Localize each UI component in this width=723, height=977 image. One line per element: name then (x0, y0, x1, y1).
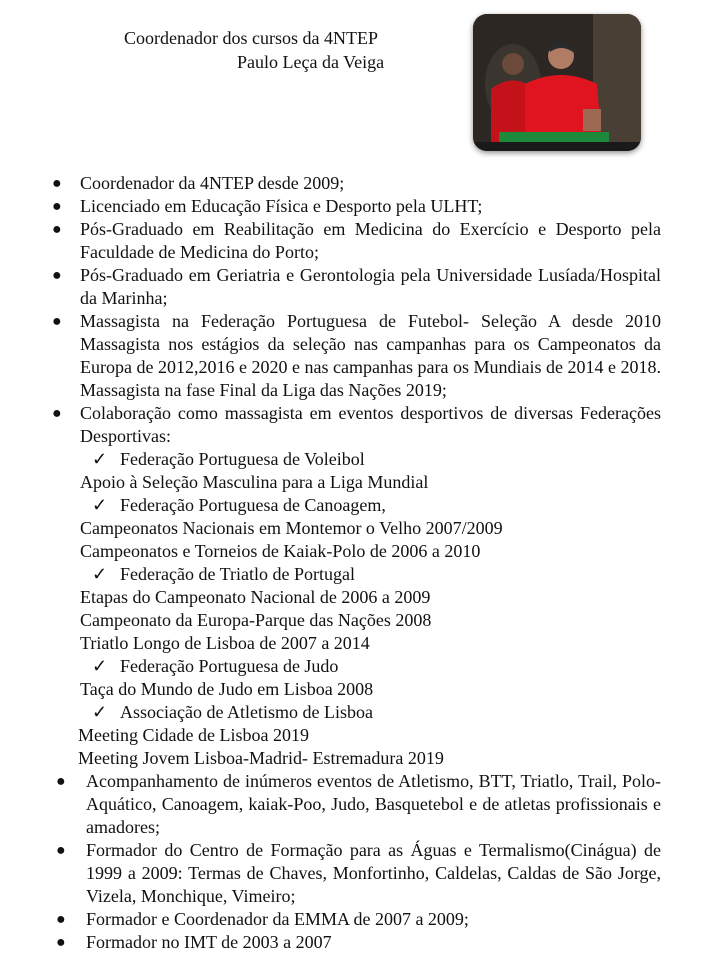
federation-item: ✓ Federação de Triatlo de Portugal (92, 564, 355, 584)
federation-detail: Etapas do Campeonato Nacional de 2006 a 2009 (80, 587, 431, 607)
checkmark-icon: ✓ (92, 564, 108, 584)
checkmark-icon: ✓ (92, 656, 108, 676)
checkmark-icon: ✓ (92, 702, 108, 722)
checkmark-icon: ✓ (92, 449, 108, 469)
list-item: ● Formador e Coordenador da EMMA de 2007 a 2009; (56, 909, 469, 929)
bullet-icon: ● (56, 934, 66, 951)
federation-detail: Campeonato da Europa-Parque das Nações 2008 (80, 610, 432, 630)
list-item: ● Acompanhamento de inúmeros eventos de Atletismo, BTT, Triatlo, Trail, Polo-Aquático, Canoagem, kaiak-Poo, Judo, Basquetebol e de atletas profissionais e amadores; (56, 771, 661, 837)
federation-item: ✓ Federação Portuguesa de Voleibol (92, 449, 365, 469)
bullet-icon: ● (56, 773, 66, 790)
bullet-icon: ● (52, 313, 62, 330)
list-item: ● Pós-Graduado em Reabilitação em Medicina do Exercício e Desporto pela Faculdade de Medicina do Porto; (52, 219, 661, 262)
list-item: ● Licenciado em Educação Física e Desporto pela ULHT; (52, 196, 483, 216)
federation-detail: Campeonatos Nacionais em Montemor o Velho 2007/2009 (80, 518, 503, 538)
bullet-icon: ● (56, 911, 66, 928)
page-title: Coordenador dos cursos da 4NTEP (124, 28, 378, 48)
profile-photo (473, 14, 641, 151)
federation-detail: Meeting Jovem Lisboa-Madrid- Estremadura 2019 (78, 748, 444, 768)
list-item: ● Formador no IMT de 2003 a 2007 (56, 932, 332, 952)
bullet-icon: ● (52, 198, 62, 215)
bullet-icon: ● (52, 175, 62, 192)
bullet-icon: ● (52, 221, 62, 238)
person-photo-icon (473, 14, 641, 151)
bullet-icon: ● (52, 267, 62, 284)
federation-detail: Meeting Cidade de Lisboa 2019 (78, 725, 309, 745)
federation-item: ✓ Federação Portuguesa de Judo (92, 656, 339, 676)
federation-item: ✓ Associação de Atletismo de Lisboa (92, 702, 373, 722)
federation-detail: Apoio à Seleção Masculina para a Liga Mundial (80, 472, 429, 492)
person-name: Paulo Leça da Veiga (237, 52, 385, 72)
bullet-icon: ● (52, 405, 62, 422)
checkmark-icon: ✓ (92, 495, 108, 515)
list-item: ● Massagista na Federação Portuguesa de Futebol- Seleção A desde 2010 Massagista nos estágios da seleção nas campanhas para os Campeonatos da Europa de 2012,2016 e 2020 e nas campanhas para os Mundiais de 2014 e 2018. Massagista na fase Final da Liga das Nações 2019; (52, 311, 661, 400)
list-item: ● Colaboração como massagista em eventos desportivos de diversas Federações Desportivas: (52, 403, 661, 446)
federation-detail: Campeonatos e Torneios de Kaiak-Polo de 2006 a 2010 (80, 541, 481, 561)
federation-detail: Taça do Mundo de Judo em Lisboa 2008 (80, 679, 374, 699)
list-item: ● Pós-Graduado em Geriatria e Gerontologia pela Universidade Lusíada/Hospital da Marinha; (52, 265, 661, 308)
list-item: ● Coordenador da 4NTEP desde 2009; (52, 173, 345, 193)
cv-content (0, 172, 723, 954)
bullet-icon: ● (56, 842, 66, 859)
federation-detail: Triatlo Longo de Lisboa de 2007 a 2014 (80, 633, 370, 653)
federation-item: ✓ Federação Portuguesa de Canoagem, (92, 495, 386, 515)
list-item: ● Formador do Centro de Formação para as Águas e Termalismo(Cinágua) de 1999 a 2009: Termas de Chaves, Monfortinho, Caldelas, Caldas de São Jorge, Vizela, Monchique, Vimeiro; (56, 840, 661, 906)
